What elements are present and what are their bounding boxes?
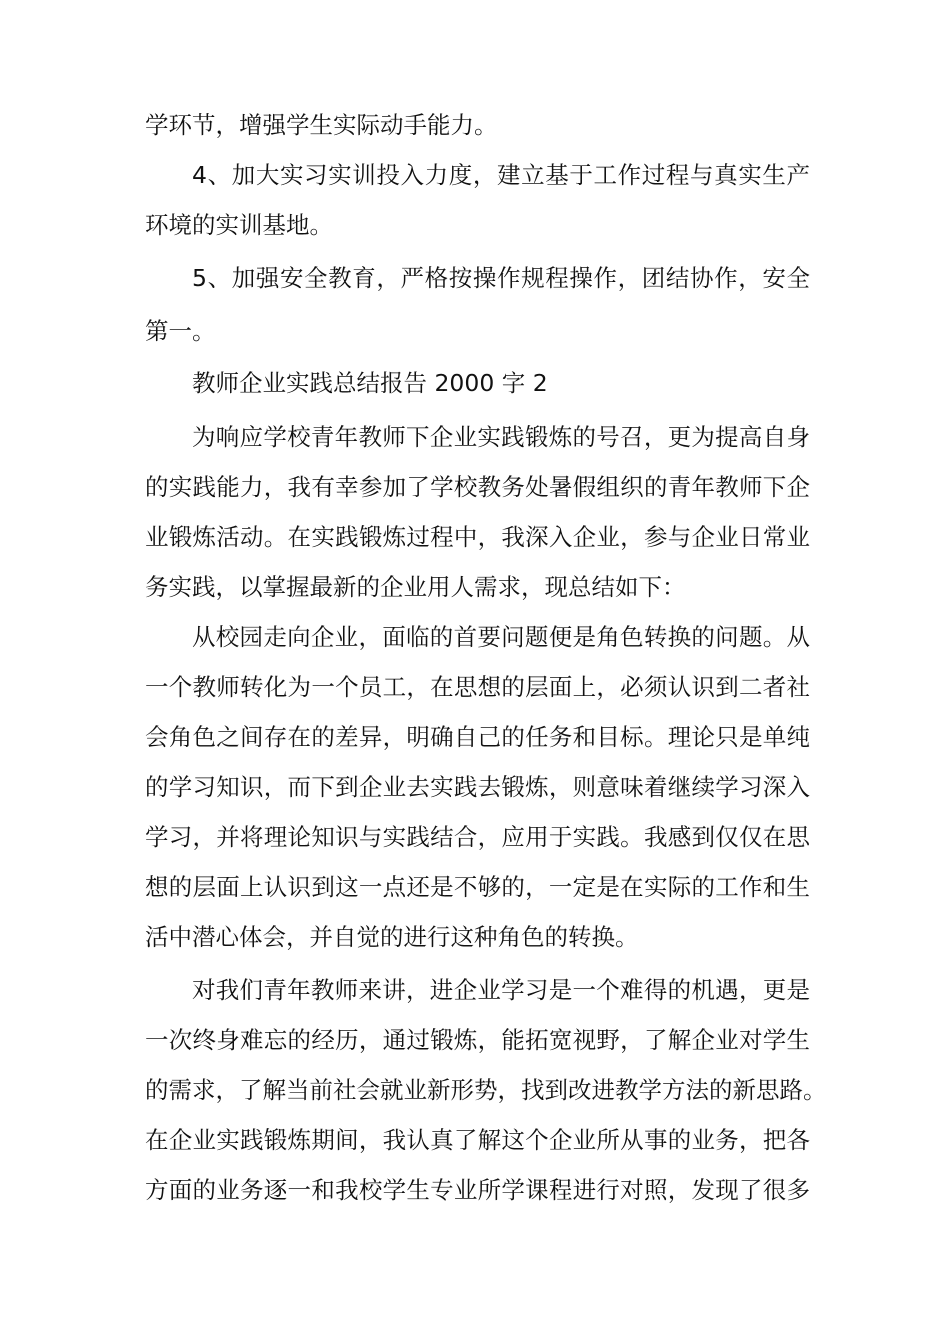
paragraph-line: 会角色之间存在的差异，明确自己的任务和目标。理论只是单纯 [145, 723, 810, 751]
paragraph-line: 业锻炼活动。在实践锻炼过程中，我深入企业，参与企业日常业 [145, 523, 810, 551]
paragraph-line: 的实践能力，我有幸参加了学校教务处暑假组织的青年教师下企 [145, 473, 810, 501]
paragraph-line: 一次终身难忘的经历，通过锻炼，能拓宽视野，了解企业对学生 [145, 1026, 810, 1054]
paragraph-line: 的需求，了解当前社会就业新形势，找到改进教学方法的新思路。 [145, 1076, 827, 1104]
list-item-4-continuation: 环境的实训基地。 [145, 211, 333, 239]
list-item-4-line: 4、加大实习实训投入力度，建立基于工作过程与真实生产 [192, 161, 810, 189]
text-line: 学环节，增强学生实际动手能力。 [145, 111, 498, 139]
paragraph-line: 为响应学校青年教师下企业实践锻炼的号召，更为提高自身 [192, 423, 810, 451]
paragraph-line: 方面的业务逐一和我校学生专业所学课程进行对照，发现了很多 [145, 1176, 810, 1204]
paragraph-line: 务实践，以掌握最新的企业用人需求，现总结如下： [145, 573, 686, 601]
paragraph-line: 在企业实践锻炼期间，我认真了解这个企业所从事的业务，把各 [145, 1126, 810, 1154]
list-item-5-continuation: 第一。 [145, 317, 216, 345]
paragraph-line: 学习，并将理论知识与实践结合，应用于实践。我感到仅仅在思 [145, 823, 810, 851]
paragraph-line: 从校园走向企业，面临的首要问题便是角色转换的问题。从 [192, 623, 810, 651]
paragraph-line: 的学习知识，而下到企业去实践去锻炼，则意味着继续学习深入 [145, 773, 810, 801]
paragraph-line: 一个教师转化为一个员工，在思想的层面上，必须认识到二者社 [145, 673, 810, 701]
paragraph-line: 对我们青年教师来讲，进企业学习是一个难得的机遇，更是 [192, 976, 810, 1004]
paragraph-line: 活中潜心体会，并自觉的进行这种角色的转换。 [145, 923, 639, 951]
section-heading: 教师企业实践总结报告 2000 字 2 [192, 369, 548, 397]
list-item-5-line: 5、加强安全教育，严格按操作规程操作，团结协作，安全 [192, 264, 810, 292]
paragraph-line: 想的层面上认识到这一点还是不够的，一定是在实际的工作和生 [145, 873, 810, 901]
